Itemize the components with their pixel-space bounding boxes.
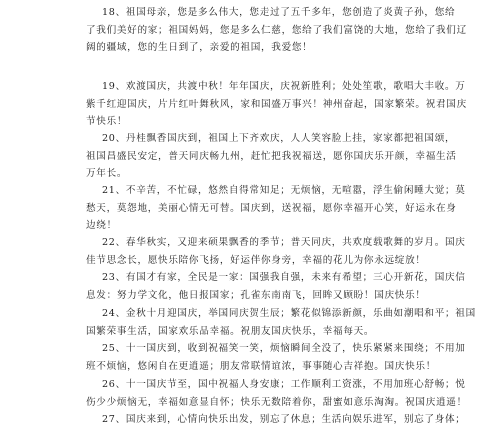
paragraph-line: 伤少少烦恼无，幸福如意显自怀；快乐无数陪着你，甜蜜如意乐淘淘。祝国庆逍遥！ <box>86 396 467 408</box>
paragraph-25 <box>86 340 466 375</box>
paragraph-line: 19、欢渡国庆，共渡中秋！年年国庆，庆祝新胜利；处处笙歌，歌唱大丰收。万 <box>102 81 466 92</box>
paragraph-22 <box>86 234 466 269</box>
paragraph-line: 26、十一国庆节至，国中祝福人身安康；工作顺利工资涨，不用加班心舒畅；悦 <box>102 379 466 390</box>
paragraph-line: 紫千红迎国庆，片片红叶舞秋风，家和国盛万事兴！神州奋起，国家繁荣。祝君国庆 <box>86 98 467 110</box>
paragraph-26 <box>86 376 467 411</box>
paragraph-line: 愁天，莫怨地，美丽心情无可替。国庆到，送祝福，愿你幸福开心笑，好运永在身 <box>86 202 457 214</box>
paragraph-line: 24、金秋十月迎国庆，举国同庆贺生辰；繁花似锦添新颜，乐曲如潮唱和平；祖国 <box>102 308 476 319</box>
paragraph-line: 20、丹桂飘香国庆到，祖国上下齐欢庆，人人笑容脸上挂，家家都把祖国颂， <box>102 133 456 144</box>
paragraph-line: 27、国庆来到，心情向快乐出发，别忘了休息；生活向娱乐进军，别忘了身体； <box>102 414 466 425</box>
paragraph-line: 23、有国才有家，全民是一家：国强我自强，未来有希望；三心开新花，国庆信 <box>102 272 466 283</box>
paragraph-21 <box>86 182 466 235</box>
paragraph-line: 了我们美好的家；祖国妈妈，您是多么仁慈，您给了我们富饶的大地，您给了我们辽 <box>86 24 467 36</box>
paragraph-line: 21、不辛苦，不忙碌，悠然自得常知足；无烦恼，无喧嚣，浮生偷闲睡大觉；莫 <box>102 185 466 196</box>
paragraph-line: 息发：努力学文化，他日报国家；孔雀东南南飞，回眸又顾盼！国庆快乐！ <box>86 289 426 301</box>
paragraph-24 <box>86 305 476 340</box>
paragraph-line: 18、祖国母亲，您是多么伟大，您走过了五千多年，您创造了炎黄子孙，您给 <box>102 7 456 18</box>
paragraph-line: 25、十一国庆到，收到祝福笑一笑，烦恼瞬间全没了，快乐紧紧来围绕；不用加 <box>102 343 466 354</box>
paragraph-20 <box>86 130 457 183</box>
paragraph-line: 边绕！ <box>86 220 117 231</box>
paragraph-18 <box>86 4 467 57</box>
paragraph-line: 节快乐！ <box>86 116 128 127</box>
paragraph-line: 佳节思念长，愿快乐陪你飞扬，好运伴你身旁，幸福的花儿为你永远绽放！ <box>86 254 426 266</box>
paragraph-line: 万年长。 <box>86 168 128 179</box>
paragraph-line: 22、春华秋实，又迎来硕果飘香的季节；普天同庆，共欢度载歌舞的岁月。国庆 <box>102 237 466 248</box>
paragraph-line: 班不烦恼，悠闲自在更逍遥；朋友常联情谊浓，事事随心吉祥抱。国庆快乐！ <box>86 360 436 372</box>
paragraph-line: 祖国昌盛民安定，普天同庆畅九州，赶忙把我祝福送，愿你国庆乐开颜，幸福生活 <box>86 150 457 162</box>
paragraph-23 <box>86 269 466 304</box>
paragraph-line: 阔的疆域，您的生日到了，亲爱的祖国，我爱您！ <box>86 42 313 53</box>
paragraph-line: 国繁荣事生活，国家欢乐品幸福。祝朋友国庆快乐，幸福每天。 <box>86 325 375 337</box>
paragraph-27 <box>86 411 466 429</box>
paragraph-19 <box>86 78 467 131</box>
